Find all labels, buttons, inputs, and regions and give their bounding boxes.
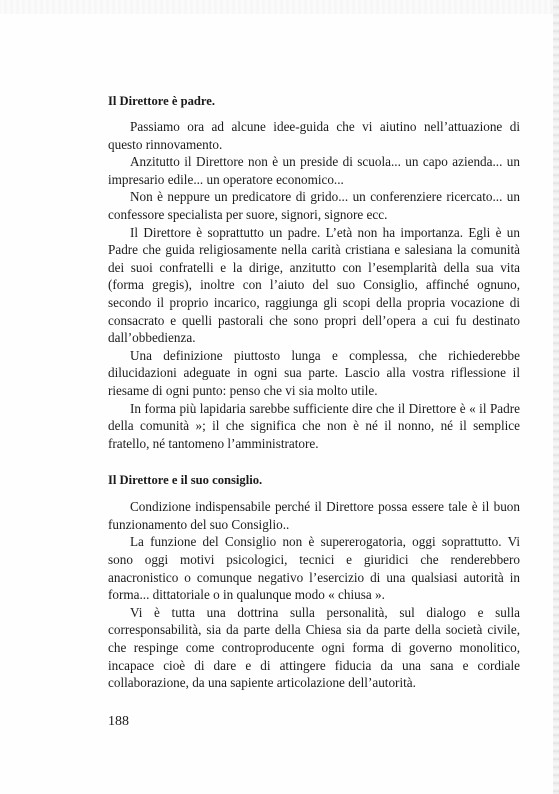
- paragraph: Una definizione piuttosto lunga e complessa, che richiederebbe dilucidazioni adeguate in ogni sua parte. Lascio alla vostra riflessione il riesame di ogni punto: penso che vi sia molto utile.: [108, 347, 520, 398]
- scan-edge-right: [553, 0, 559, 794]
- section-heading-consiglio: Il Direttore e il suo consiglio.: [108, 473, 263, 488]
- paragraph: Vi è tutta una dottrina sulla personalità, sul dialogo e sulla corresponsabilità, sia da parte della Chiesa sia da parte della società civile, che respinge come controproducente ogni forma di governo monolitico, incapace cioè di dare e di attingere fiducia da una sana e cordiale collaborazione, da una sapiente articolazione dell’autorità.: [108, 604, 520, 691]
- paragraph: Anzitutto il Direttore non è un preside di scuola... un capo azienda... un impresario edile... un operatore economico...: [108, 154, 520, 187]
- paragraph: Il Direttore è soprattutto un padre. L’età non ha importanza. Egli è un Padre che guida religiosamente nella carità cristiana e salesiana la comunità dei suoi confratelli e la dirige, anzitutto con l’esemplarità della sua vita (forma gregis), inoltre con l’aiuto del suo Consiglio, affinché ognuno, secondo il proprio incarico, raggiunga gli scopi della propria vocazione di consacrato e quelli pastorali che sono propri dell’opera a cui fu destinato dall’obbedienza.: [108, 224, 520, 346]
- section-heading-padre: Il Direttore è padre.: [108, 94, 216, 108]
- paragraph: In forma più lapidaria sarebbe sufficiente dire che il Direttore è « il Padre della comunità »; il che significa che non è né il nonno, né il semplice fratello, né tantomeno l’amministratore.: [108, 400, 520, 451]
- paragraph: Non è neppure un predicatore di grido... un conferenziere ricercato... un confessore specialista per suore, signori, signore ecc.: [108, 189, 520, 222]
- page-text: [108, 93, 520, 692]
- scan-edge-top: [0, 0, 559, 14]
- paragraph: Passiamo ora ad alcune idee-guida che vi aiutino nell’attuazione di questo rinnovamento.: [108, 119, 520, 152]
- paragraph: La funzione del Consiglio non è supererogatoria, oggi soprattutto. Vi sono oggi motivi psicologici, tecnici e giuridici che renderebbero anacronistico o comunque negativo l’esercizio di una qualsiasi autorità in forma... dittatoriale o in qualunque modo « chiusa ».: [108, 534, 520, 603]
- paragraph: Condizione indispensabile perché il Direttore possa essere tale è il buon funzionamento del suo Consiglio..: [108, 499, 520, 532]
- page-number: 188: [108, 714, 129, 729]
